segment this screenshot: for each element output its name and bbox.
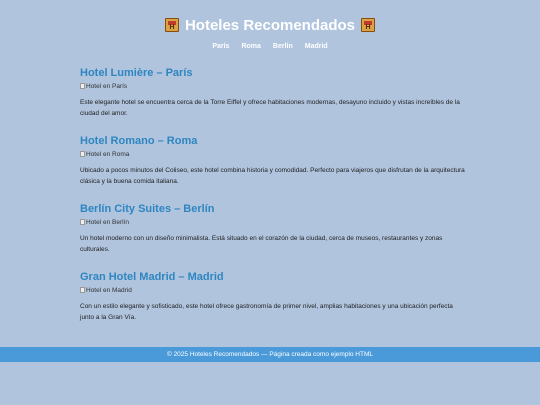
nav-link-roma[interactable]: Roma <box>241 43 261 50</box>
hotel-image-alt: Hotel en Roma <box>86 150 130 158</box>
hotel-title: Berlín City Suites – Berlín <box>80 203 215 215</box>
hotel-title: Gran Hotel Madrid – Madrid <box>80 271 224 283</box>
main-content <box>0 66 465 323</box>
hotel-section-madrid <box>80 270 465 323</box>
hotel-icon <box>165 18 179 32</box>
hotel-title: Hotel Lumière – París <box>80 67 193 79</box>
site-footer <box>0 347 540 362</box>
hotel-section-berlin <box>80 202 465 255</box>
nav-link-paris[interactable]: París <box>212 43 230 50</box>
hotel-section-roma <box>80 134 465 187</box>
hotel-section-paris <box>80 66 465 119</box>
hotel-description: Ubicado a pocos minutos del Coliseo, este hotel combina historia y comodidad. Perfecto para viajeros que disfrutan de la arquitectura clásica y la buena comida italiana. <box>80 167 465 185</box>
hotel-description: Este elegante hotel se encuentra cerca de la Torre Eiffel y ofrece habitaciones modernas, desayuno incluido y vistas increíbles de la ciudad del amor. <box>80 99 460 117</box>
hotel-image <box>80 149 465 159</box>
broken-image-icon <box>80 151 85 157</box>
hotel-title: Hotel Romano – Roma <box>80 135 198 147</box>
broken-image-icon <box>80 219 85 225</box>
broken-image-icon <box>80 287 85 293</box>
hotel-image-alt: Hotel en París <box>86 82 128 90</box>
hotel-image-alt: Hotel en Berlín <box>86 218 129 226</box>
hotel-description: Con un estilo elegante y sofisticado, este hotel ofrece gastronomía de primer nivel, amplias habitaciones y una ubicación perfecta junto a la Gran Vía. <box>80 303 453 321</box>
hotel-image <box>80 285 465 295</box>
hotel-description: Un hotel moderno con un diseño minimalista. Está situado en el corazón de la ciudad, cerca de museos, restaurantes y zonas culturales. <box>80 235 443 253</box>
site-title: Hoteles Recomendados <box>184 16 356 34</box>
nav-link-berlin[interactable]: Berlín <box>272 43 293 50</box>
hotel-icon <box>361 18 375 32</box>
site-title-row <box>0 15 540 35</box>
hotel-image <box>80 217 465 227</box>
nav-link-madrid[interactable]: Madrid <box>304 43 328 50</box>
broken-image-icon <box>80 83 85 89</box>
main-nav <box>0 43 540 50</box>
footer-text: © 2025 Hoteles Recomendados — Página creada como ejemplo HTML <box>166 351 374 358</box>
hotel-image-alt: Hotel en Madrid <box>86 286 132 294</box>
hotel-image <box>80 81 465 91</box>
site-header <box>0 0 540 50</box>
